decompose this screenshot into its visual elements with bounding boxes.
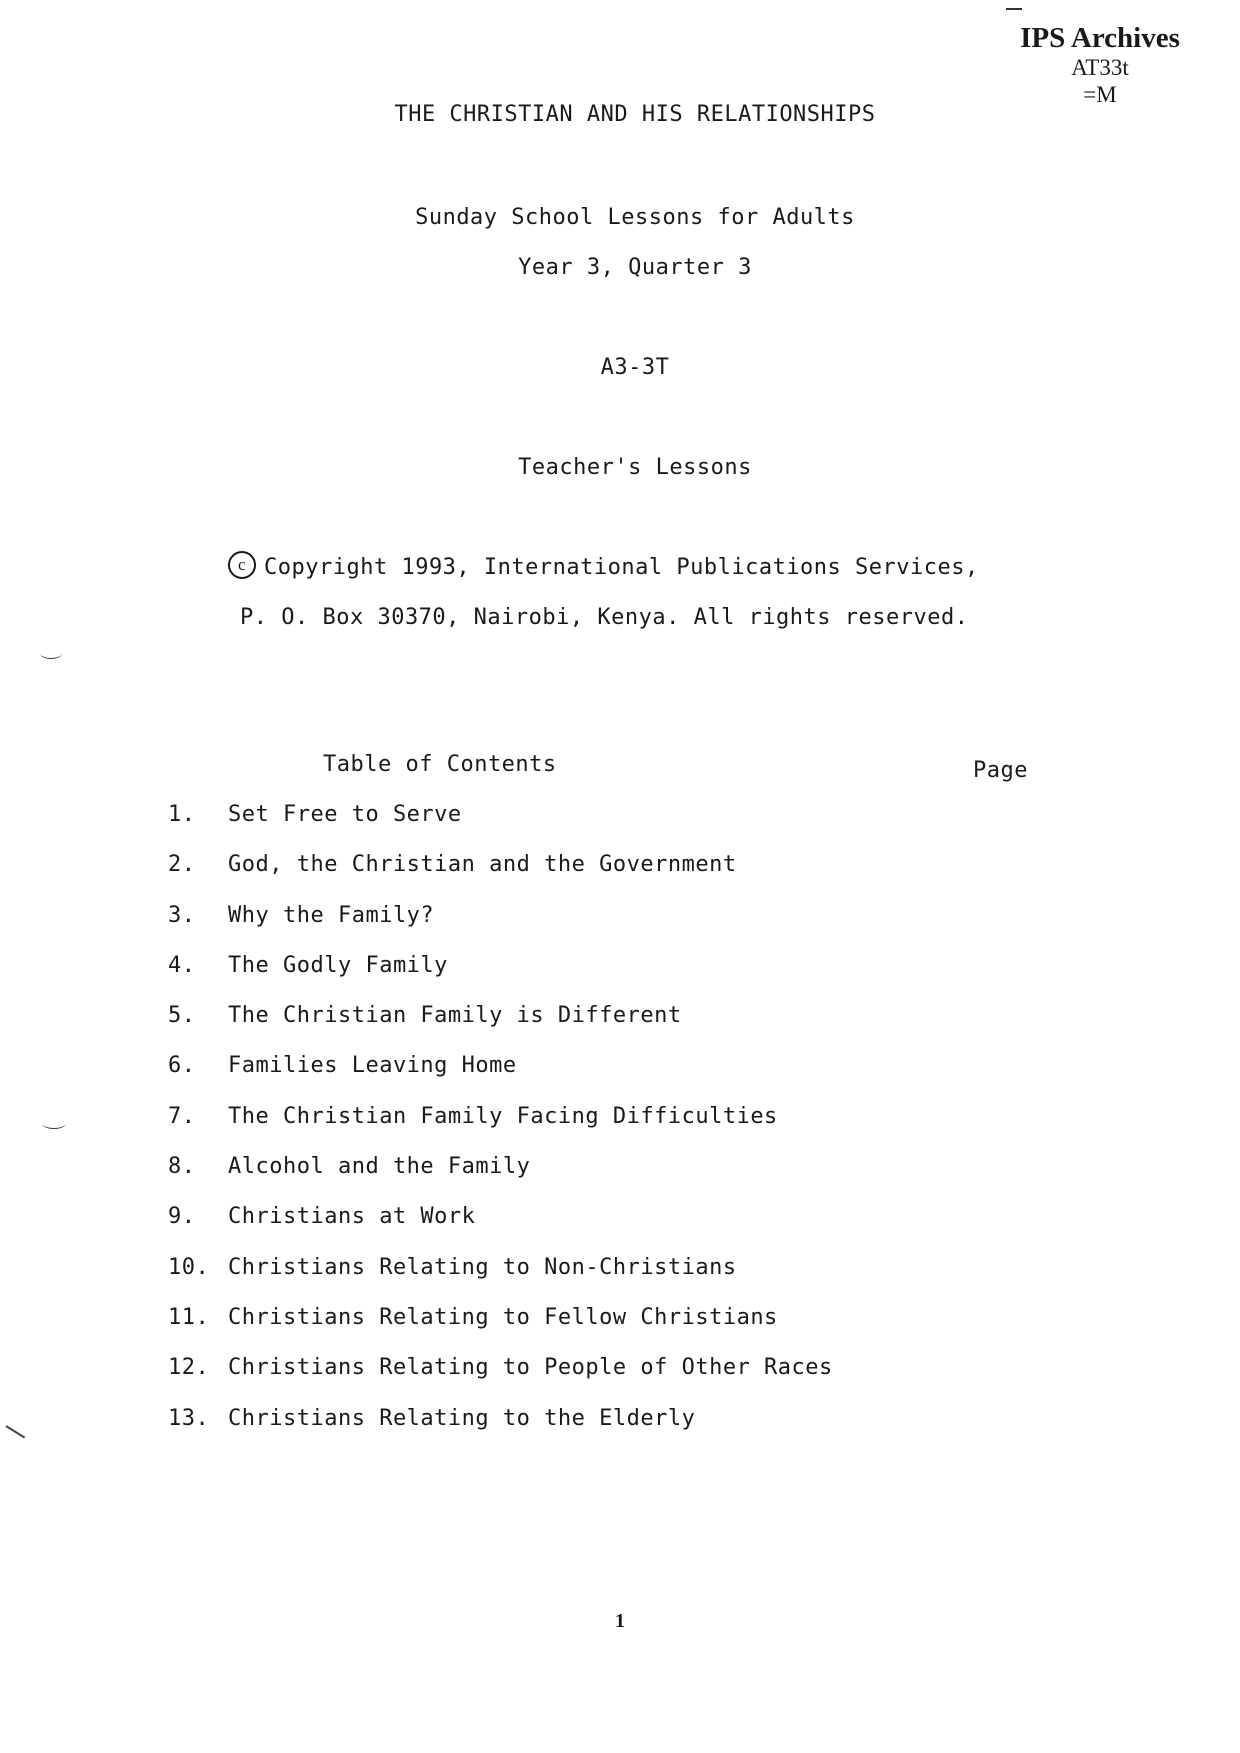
- copyright-notice: [228, 548, 979, 648]
- toc-item-number: 7.: [168, 1103, 196, 1129]
- toc-item-title: Families Leaving Home: [228, 1053, 517, 1079]
- toc-item-title: The Christian Family Facing Difficulties: [228, 1103, 778, 1129]
- toc-item-title: Alcohol and the Family: [228, 1154, 531, 1180]
- toc-item-number: 11.: [168, 1304, 210, 1330]
- document-subtitle: Sunday School Lessons for Adults: [415, 205, 855, 230]
- toc-item: [168, 1051, 833, 1101]
- copyright-line-1: [228, 548, 979, 598]
- toc-item: [168, 951, 833, 1001]
- document-title: THE CHRISTIAN AND HIS RELATIONSHIPS: [394, 102, 876, 127]
- toc-item-number: 12.: [168, 1355, 210, 1381]
- toc-item-title: Set Free to Serve: [228, 802, 462, 827]
- toc-item-number: 5.: [168, 1003, 196, 1029]
- scan-mark: [40, 648, 62, 659]
- copyright-line-2: P. O. Box 30370, Nairobi, Kenya. All rights reserved.: [240, 605, 969, 630]
- toc-item-number: 13.: [168, 1405, 210, 1431]
- toc-item-number: 6.: [168, 1053, 196, 1079]
- document-code: A3-3T: [600, 355, 670, 380]
- toc-item-title: Christians Relating to Non-Christians: [228, 1254, 737, 1280]
- toc-item: [168, 1152, 833, 1202]
- toc-item-title: Christians Relating to the Elderly: [228, 1405, 696, 1431]
- toc-item-title: The Christian Family is Different: [228, 1003, 682, 1029]
- toc-item: [168, 1253, 833, 1303]
- toc-item-number: 4.: [168, 952, 196, 978]
- toc-item-number: 2.: [168, 852, 196, 878]
- toc-item-number: 10.: [168, 1254, 210, 1280]
- toc-item-title: Christians at Work: [228, 1204, 476, 1230]
- toc-item: [168, 1353, 833, 1403]
- toc-item-title: God, the Christian and the Government: [228, 852, 737, 878]
- copyright-icon: c: [228, 551, 256, 579]
- toc-item: [168, 1404, 833, 1454]
- toc-item: [168, 1001, 833, 1051]
- toc-heading: Table of Contents: [323, 752, 557, 777]
- document-edition: Teacher's Lessons: [518, 455, 752, 480]
- toc-list: [168, 800, 833, 1454]
- toc-item: [168, 901, 833, 951]
- copyright-text-1: Copyright 1993, International Publications Services,: [264, 555, 979, 580]
- toc-item: [168, 800, 833, 850]
- toc-item: [168, 850, 833, 900]
- archive-stamp-title: IPS Archives: [1020, 22, 1180, 54]
- toc-item-title: Christians Relating to People of Other Races: [228, 1355, 833, 1381]
- scan-mark: [42, 1118, 66, 1129]
- scan-mark: [5, 1425, 25, 1438]
- toc-item: [168, 1102, 833, 1152]
- toc-item-number: 3.: [168, 902, 196, 928]
- toc-item-number: 8.: [168, 1154, 196, 1180]
- toc-item: [168, 1303, 833, 1353]
- archive-stamp: [1000, 22, 1200, 108]
- toc-item-title: Christians Relating to Fellow Christians: [228, 1304, 778, 1330]
- toc-item-title: Why the Family?: [228, 902, 435, 928]
- archive-stamp-code: AT33t: [1071, 55, 1129, 80]
- archive-stamp-suffix: =M: [1083, 82, 1117, 107]
- toc-item-number: 1.: [168, 802, 196, 827]
- page-number: 1: [615, 1610, 625, 1632]
- stamp-mark: [1006, 8, 1022, 10]
- document-period: Year 3, Quarter 3: [518, 255, 752, 280]
- toc-page-label: Page: [973, 758, 1028, 783]
- toc-item-number: 9.: [168, 1204, 196, 1230]
- toc-item-title: The Godly Family: [228, 952, 448, 978]
- toc-item: [168, 1202, 833, 1252]
